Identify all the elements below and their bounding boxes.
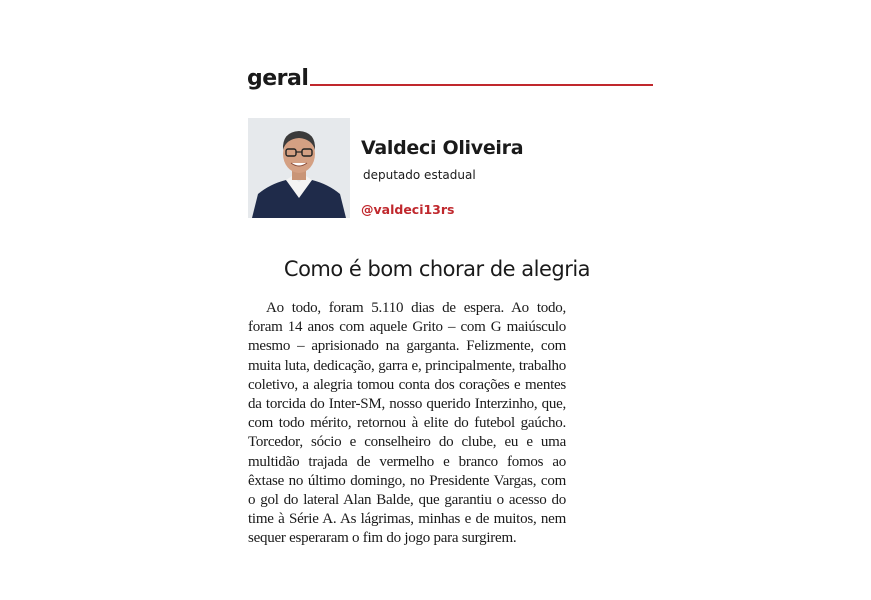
author-role: deputado estadual <box>363 168 476 182</box>
author-name: Valdeci Oliveira <box>361 137 524 159</box>
section-divider <box>310 84 653 86</box>
section-label: geral <box>247 66 309 91</box>
author-portrait-icon <box>248 118 350 218</box>
author-social-handle[interactable]: @valdeci13rs <box>361 202 455 217</box>
article-body <box>248 299 566 547</box>
article-paragraph: Ao todo, foram 5.110 dias de espera. Ao todo, foram 14 anos com aquele Grito – com G maiúsculo mesmo – aprisionado na garganta. Felizmente, com muita luta, dedicação, garra e, principalmente, trabalho coletivo, a alegria tomou conta dos corações e mentes da torcida do Inter-SM, nosso querido Interzinho, que, com todo mérito, retornou à elite do futebol gaúcho. Torcedor, sócio e conselheiro do clube, eu e uma multidão trajada de vermelho e branco fomos ao êxtase no último domingo, no Presidente Vargas, com o gol do lateral Alan Balde, que garantiu o acesso do time à Série A. As lágrimas, minhas e de muitos, nem sequer esperaram o fim do jogo para surgirem. <box>248 300 566 547</box>
author-photo <box>248 118 350 218</box>
article-headline: Como é bom chorar de alegria <box>283 257 591 281</box>
